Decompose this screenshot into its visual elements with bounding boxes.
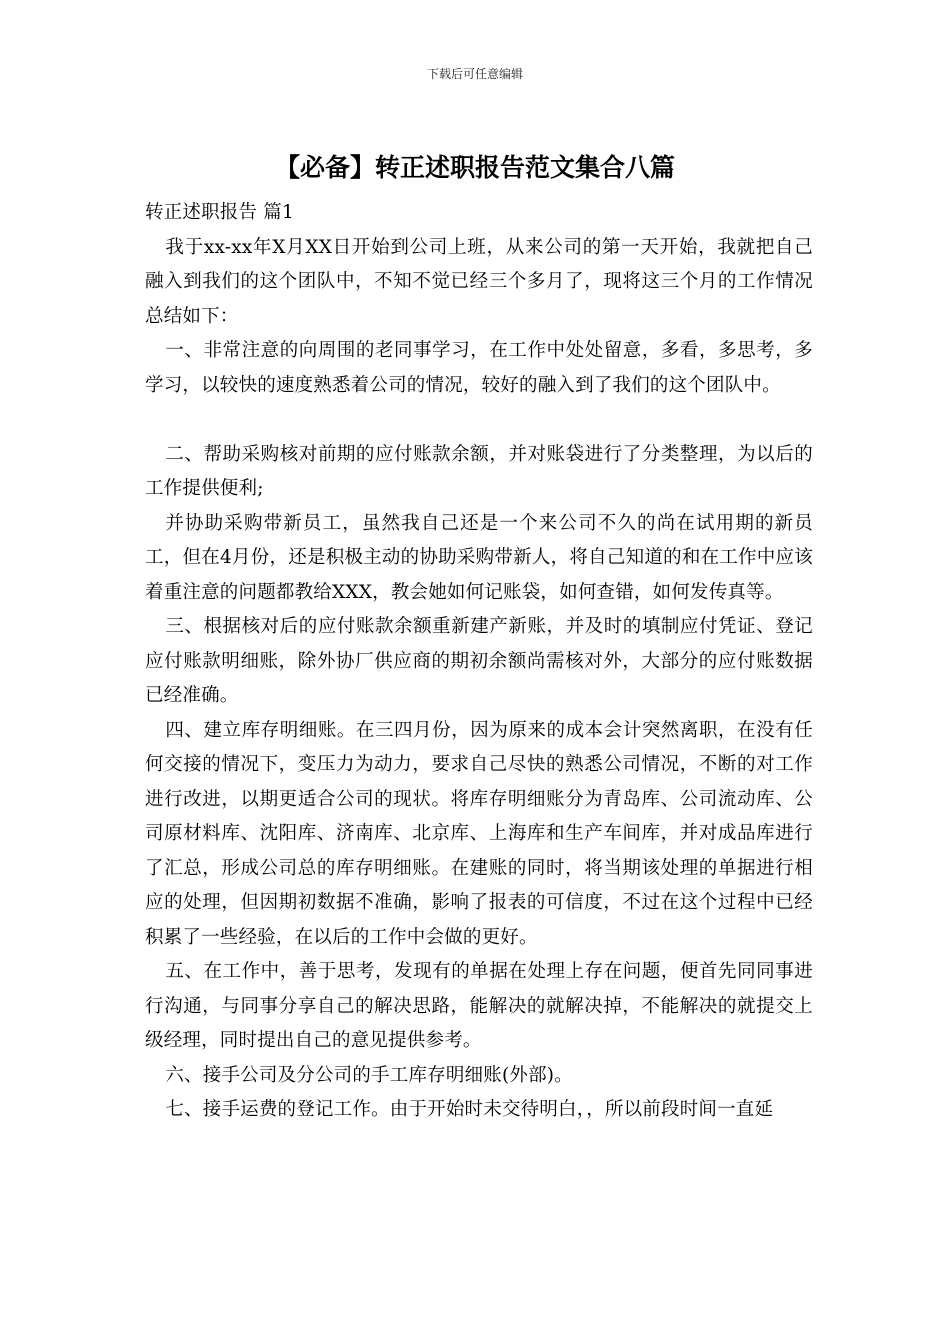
paragraph-item-5: 五、在工作中，善于思考，发现有的单据在处理上存在问题，便首先同同事进行沟通，与同事分享自己的解决思路，能解决的就解决掉，不能解决的就提交上级经理，同时提出自己的意见提供参考。 — [145, 961, 813, 1051]
paragraph-item-3: 三、根据核对后的应付账款余额重新建产新账，并及时的填制应付凭证、登记应付账款明细账，除外协厂供应商的期初余额尚需核对外，大部分的应付账数据已经准确。 — [145, 616, 813, 706]
header-note: 下载后可任意编辑 — [426, 67, 523, 81]
paragraph-item-2-continued: 并协助采购带新员工，虽然我自己还是一个来公司不久的尚在试用期的新员工，但在4月份，还是积极主动的协助采购带新人，将自己知道的和在工作中应该着重注意的问题都教给XXX，教会她如何记账袋，如何查错，如何发传真等。 — [145, 512, 813, 603]
paragraph-item-7: 七、接手运费的登记工作。由于开始时未交待明白，，所以前段时间一直延 — [165, 1099, 774, 1120]
paragraph-item-4: 四、建立库存明细账。在三四月份，因为原来的成本会计突然离职，在没有任何交接的情况下，变压力为动力，要求自己尽快的熟悉公司情况，不断的对工作进行改进，以期更适合公司的现状。将库存明细账分为青岛库、公司流动库、公司原材料库、沈阳库、济南库、北京库、上海库和生产车间库，并对成品库进行了汇总，形成公司总的库存明细账。在建账的同时，将当期该处理的单据进行相应的处理，但因期初数据不准确，影响了报表的可信度，不过在这个过程中已经积累了一些经验，在以后的工作中会做的更好。 — [145, 719, 813, 948]
document-title: 【必备】转正述职报告范文集合八篇 — [274, 153, 675, 182]
paragraph-intro: 我于xx-xx年X月XX日开始到公司上班，从来公司的第一天开始，我就把自己融入到我们的这个团队中，不知不觉已经三个多月了，现将这三个月的工作情况总结如下： — [145, 236, 813, 327]
paragraph-item-1: 一、非常注意的向周围的老同事学习，在工作中处处留意，多看，多思考，多学习，以较快的速度熟悉着公司的情况，较好的融入到了我们的这个团队中。 — [145, 340, 813, 396]
paragraph-item-2: 二、帮助采购核对前期的应付账款余额，并对账袋进行了分类整理，为以后的工作提供便利; — [145, 443, 813, 499]
section-label: 转正述职报告 篇1 — [145, 202, 294, 223]
document-body — [145, 196, 813, 1128]
paragraph-item-6: 六、接手公司及分公司的手工库存明细账(外部)。 — [165, 1064, 573, 1086]
